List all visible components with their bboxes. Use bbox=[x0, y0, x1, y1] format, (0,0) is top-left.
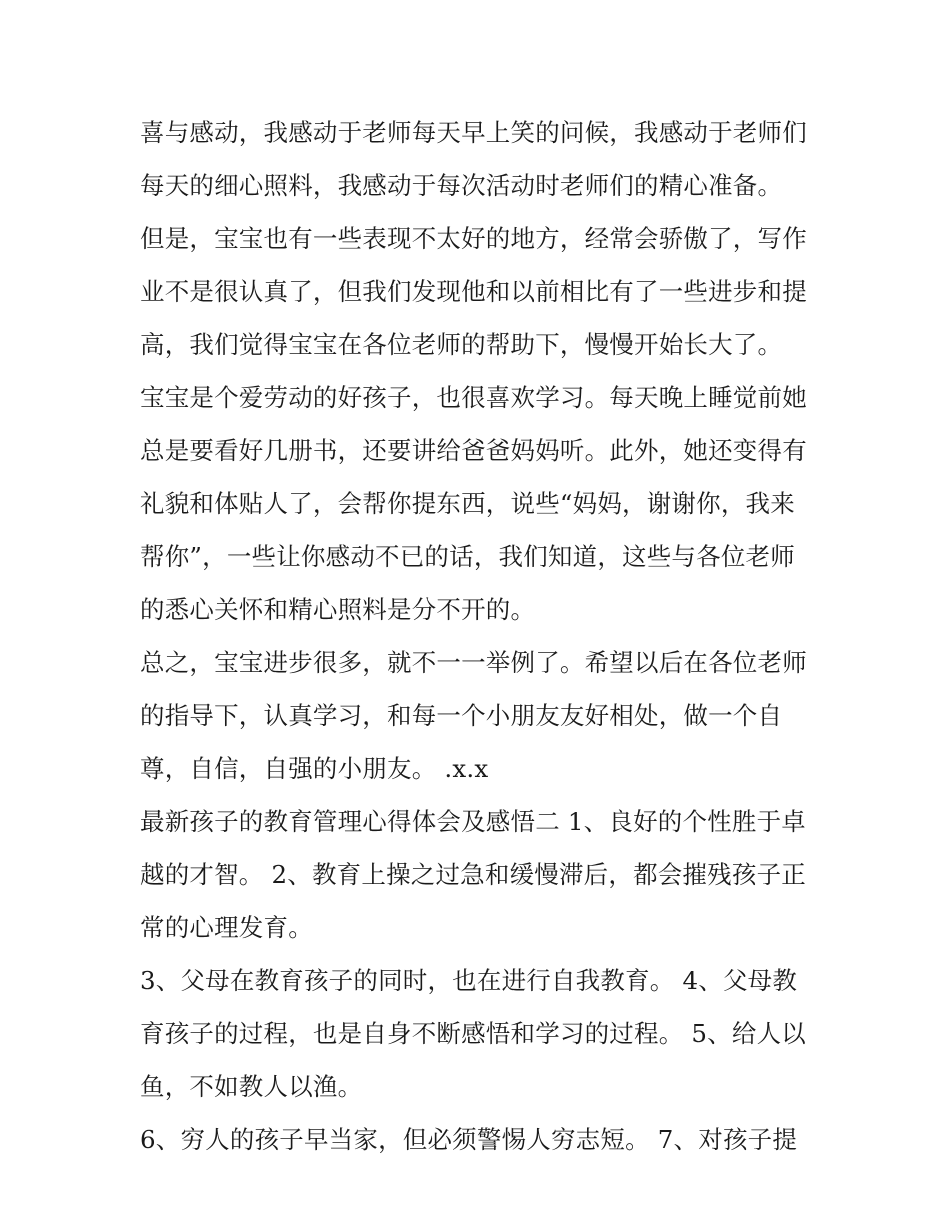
text-line: 常的心理发育。 bbox=[140, 913, 313, 942]
text-line: 的悉心关怀和精心照料是分不开的。 bbox=[140, 595, 536, 624]
text-line: 最新孩子的教育管理心得体会及感悟二 1、良好的个性胜于卓 bbox=[140, 807, 806, 836]
text-line: 喜与感动，我感动于老师每天早上笑的问候，我感动于老师们 bbox=[140, 118, 807, 147]
text-line: 业不是很认真了，但我们发现他和以前相比有了一些进步和提 bbox=[140, 277, 807, 306]
text-line: 3、父母在教育孩子的同时，也在进行自我教育。 4、父母教 bbox=[140, 966, 798, 995]
body-text bbox=[140, 106, 830, 1166]
text-line: 尊，自信，自强的小朋友。 .x.x bbox=[140, 754, 489, 783]
text-line: 育孩子的过程，也是自身不断感悟和学习的过程。 5、给人以 bbox=[140, 1019, 806, 1048]
text-line: 但是，宝宝也有一些表现不太好的地方，经常会骄傲了，写作 bbox=[140, 224, 807, 253]
text-line: 总之，宝宝进步很多，就不一一举例了。希望以后在各位老师 bbox=[140, 648, 807, 677]
text-line: 宝宝是个爱劳动的好孩子，也很喜欢学习。每天晚上睡觉前她 bbox=[140, 383, 807, 412]
text-line: 的指导下，认真学习，和每一个小朋友友好相处，做一个自 bbox=[140, 701, 783, 730]
text-line: 每天的细心照料，我感动于每次活动时老师们的精心准备。 bbox=[140, 171, 783, 200]
text-line: 鱼，不如教人以渔。 bbox=[140, 1072, 363, 1101]
text-line: 6、穷人的孩子早当家，但必须警惕人穷志短。 7、对孩子提 bbox=[140, 1125, 798, 1154]
text-line: 越的才智。 2、教育上操之过急和缓慢滞后，都会摧残孩子正 bbox=[140, 860, 806, 889]
text-line: 礼貌和体贴人了，会帮你提东西，说些“妈妈，谢谢你，我来 bbox=[140, 489, 795, 518]
text-line: 帮你”，一些让你感动不已的话，我们知道，这些与各位老师 bbox=[140, 542, 795, 571]
text-line: 高，我们觉得宝宝在各位老师的帮助下，慢慢开始长大了。 bbox=[140, 330, 783, 359]
text-line: 总是要看好几册书，还要讲给爸爸妈妈听。此外，她还变得有 bbox=[140, 436, 807, 465]
